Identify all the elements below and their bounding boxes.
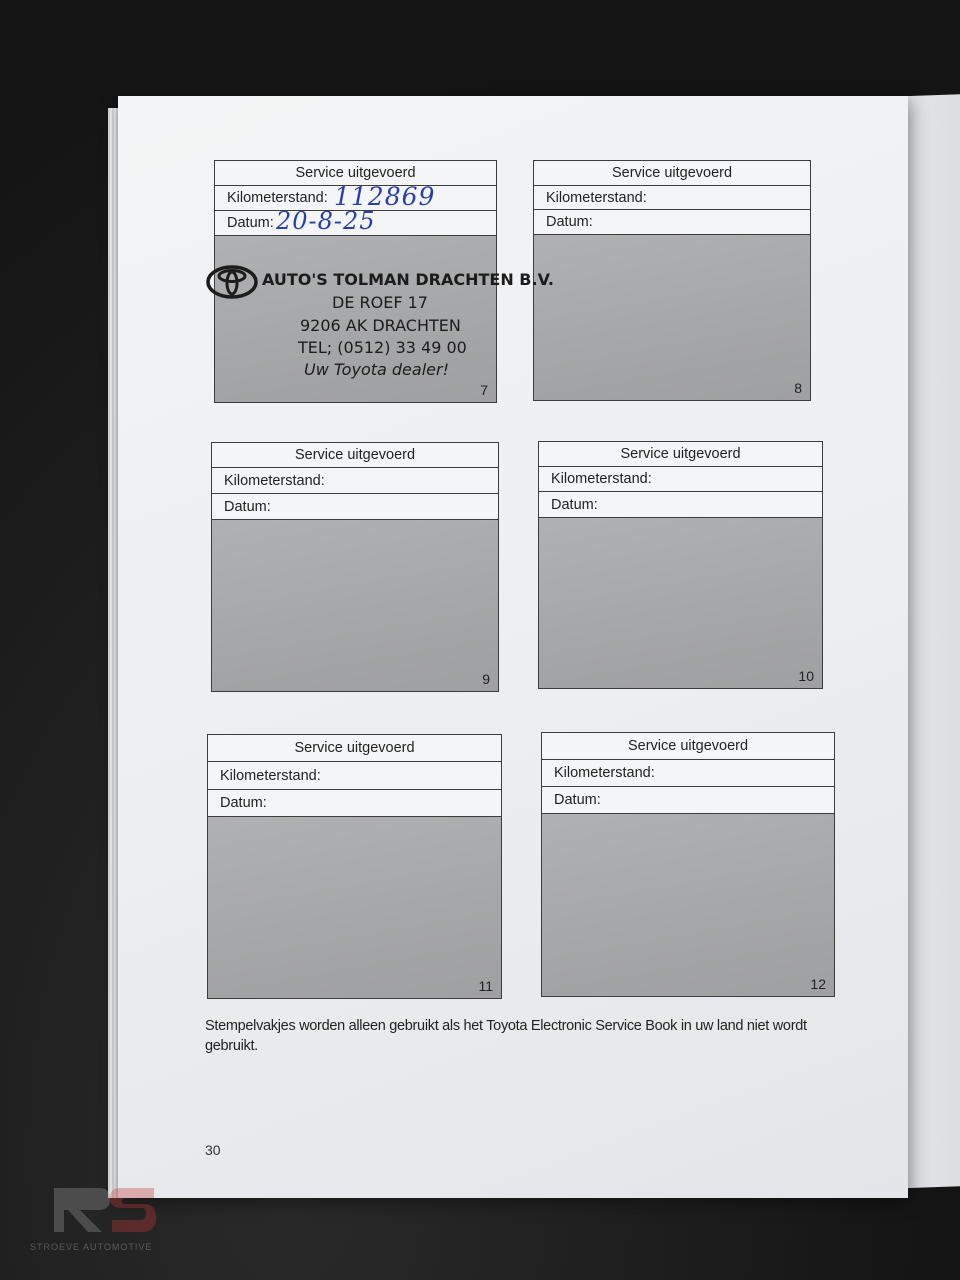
service-card-12 <box>541 732 835 997</box>
date-label: Datum: <box>554 792 601 808</box>
card-title-text: Service uitgevoerd <box>627 738 749 754</box>
stamp-area <box>542 814 834 996</box>
card-title-text: Service uitgevoerd <box>620 446 741 462</box>
service-card-9 <box>211 442 499 692</box>
service-card-11 <box>207 734 502 999</box>
card-number: 11 <box>478 978 493 994</box>
kilometer-row <box>534 186 810 210</box>
stamp-area <box>534 235 810 400</box>
date-label: Datum: <box>546 214 593 230</box>
dealer-stamp <box>204 262 554 382</box>
card-title-text: Service uitgevoerd <box>294 447 416 463</box>
kilometer-label: Kilometerstand: <box>224 472 325 489</box>
watermark-text: STROEVE AUTOMOTIVE <box>30 1242 153 1252</box>
kilometer-row <box>208 762 501 790</box>
date-row <box>539 492 822 518</box>
kilometer-row <box>212 468 498 494</box>
dealer-city: 9206 AK DRACHTEN <box>300 316 461 335</box>
stamp-area <box>212 520 498 691</box>
rs-logo-icon <box>50 1180 160 1238</box>
dealer-phone: TEL; (0512) 33 49 00 <box>298 338 467 357</box>
card-title <box>539 442 822 467</box>
kilometer-label: Kilometerstand: <box>227 190 328 206</box>
date-label: Datum: <box>220 795 267 811</box>
card-title <box>208 735 501 762</box>
date-row <box>208 790 501 817</box>
date-row <box>542 787 834 814</box>
handwritten-date: 20-8-25 <box>276 207 376 235</box>
date-row <box>212 494 498 520</box>
date-label: Datum: <box>227 215 274 231</box>
card-title <box>534 161 810 186</box>
date-label: Datum: <box>551 496 598 513</box>
date-label: Datum: <box>224 498 271 515</box>
card-number: 12 <box>810 976 826 992</box>
watermark <box>30 1180 180 1260</box>
card-number: 8 <box>794 380 802 396</box>
card-title-text: Service uitgevoerd <box>611 165 733 181</box>
stamp-area <box>539 518 822 688</box>
handwritten-kilometers: 112869 <box>334 182 436 211</box>
card-number: 9 <box>482 671 490 687</box>
kilometer-row <box>542 760 834 787</box>
card-title <box>212 443 498 468</box>
page-number: 30 <box>205 1142 221 1158</box>
kilometer-label: Kilometerstand: <box>551 471 652 487</box>
card-number: 7 <box>480 382 488 398</box>
card-title <box>542 733 834 760</box>
dealer-street: DE ROEF 17 <box>332 293 428 312</box>
kilometer-label: Kilometerstand: <box>220 767 321 784</box>
card-number: 10 <box>798 668 814 684</box>
date-row <box>534 210 810 235</box>
footnote: Stempelvakjes worden alleen gebruikt als het Toyota Electronic Service Book in uw land niet wordt gebruikt. <box>205 1018 807 1054</box>
kilometer-row <box>539 467 822 492</box>
card-title-text: Service uitgevoerd <box>295 165 416 181</box>
dealer-name: AUTO'S TOLMAN DRACHTEN B.V. <box>262 270 554 289</box>
stamp-area <box>208 817 501 998</box>
kilometer-label: Kilometerstand: <box>554 765 655 781</box>
kilometer-label: Kilometerstand: <box>546 189 647 206</box>
card-title-text: Service uitgevoerd <box>294 740 415 756</box>
service-card-10 <box>538 441 823 689</box>
toyota-logo-icon <box>206 264 258 300</box>
dealer-slogan: Uw Toyota dealer! <box>304 360 449 379</box>
service-card-8 <box>533 160 811 401</box>
